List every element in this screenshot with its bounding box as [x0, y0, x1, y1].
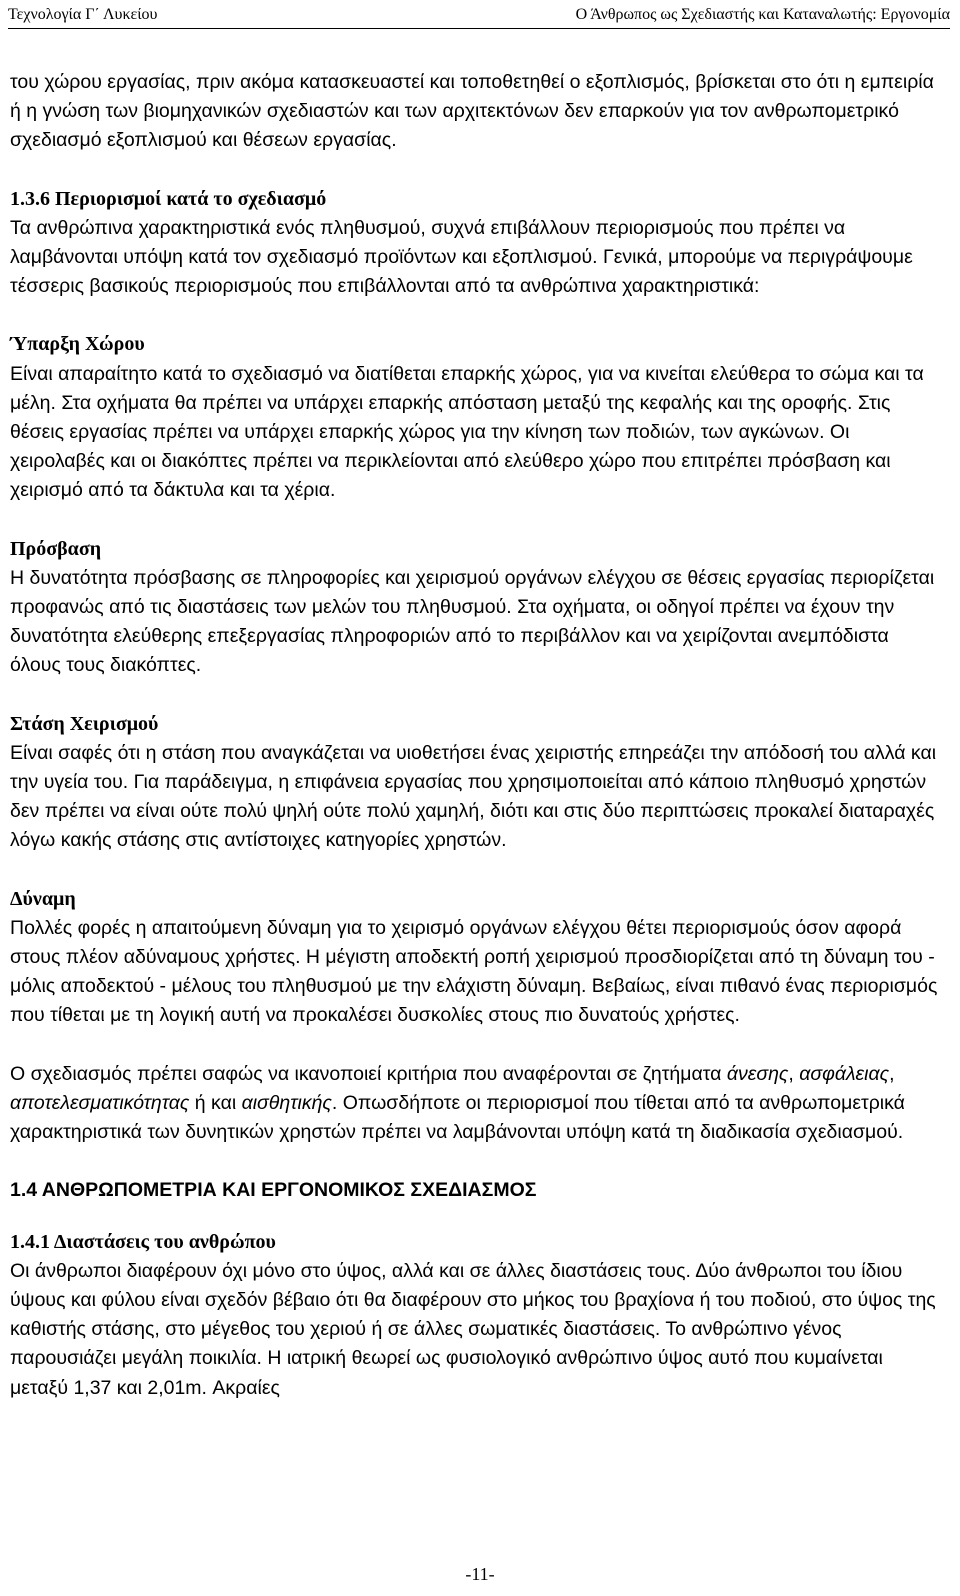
access-text: Η δυνατότητα πρόσβασης σε πληροφορίες και χειρισμού οργάνων ελέγχου σε θέσεις εργασίας περιορίζεται προφανώς από τις διαστάσεις των μελών του πληθυσμού. Στα οχήματα, οι οδηγοί πρέπει να έχουν την δυνατότητα ελεύθερης επεξεργασίας πληροφοριών από το περιβάλλον και να χειρίζονται ανεμπόδιστα όλους τους διακόπτες. — [10, 566, 935, 677]
criteria-text-end: . Οπωσδήποτε οι περιορισμοί που τίθεται από τα ανθρωπομετρικά χαρακτηριστικά των δυνητικών χρηστών πρέπει να λαμβάνονται υπόψη κατά τη διαδικασία σχεδιασμού. — [10, 1091, 905, 1144]
criteria-efficiency: αποτελεσματικότητας — [10, 1091, 190, 1114]
force-text: Πολλές φορές η απαιτούμενη δύναμη για το χειρισμό οργάνων ελέγχου θέτει περιορισμούς όσον αφορά στους πλέον αδύναμους χρήστες. Η μέγιστη αποδεκτή ροπή χειρισμού προσδιορίζεται από τη δύναμη του - μόλις αποδεκτού - μέλους του πληθυσμού με την ελάχιστη δύναμη. Βεβαίως, είναι πιθανό ένας περιορισμός που τίθεται με τη λογική αυτή να προκαλέσει δυσκολίες στους πιο δυνατούς χρήστες. — [10, 916, 938, 1027]
subheading-space: Ύπαρξη Χώρου — [10, 333, 145, 356]
spacer — [10, 681, 940, 710]
criteria-paragraph — [10, 1060, 940, 1148]
criteria-safety: ασφάλειας — [799, 1062, 890, 1085]
criteria-aesthetics: αισθητικής — [241, 1091, 332, 1114]
header-course-title: Τεχνολογία Γ΄ Λυκείου — [8, 6, 158, 23]
spacer — [10, 1031, 940, 1060]
subheading-force: Δύναμη — [10, 887, 76, 910]
page-header — [8, 4, 950, 29]
page-number: -11- — [465, 1564, 495, 1584]
criteria-separator: , — [788, 1062, 800, 1085]
section-heading-1-4-1: 1.4.1 Διαστάσεις του ανθρώπου — [10, 1230, 276, 1253]
spacer — [10, 301, 940, 330]
posture-text: Είναι σαφές ότι η στάση που αναγκάζεται να υιοθετήσει ένας χειριστής επηρεάζει την απόδοσή του αλλά και την υγεία του. Για παράδειγμα, η επιφάνεια εργασίας που χρησιμοποιείται από κάποιο πληθυσμό χρηστών δεν πρέπει να είναι ούτε πολύ ψηλή ούτε πολύ χαμηλή, διότι και στις δύο περιπτώσεις προκαλεί διαταραχές λόγω κακής στάσης στις αντίστοιχες κατηγορίες χρηστών. — [10, 741, 937, 852]
spacer — [10, 156, 940, 185]
spacer — [10, 1147, 940, 1176]
section-heading-1-3-6: 1.3.6 Περιορισμοί κατά το σχεδιασμό — [10, 187, 327, 210]
section-1-4-1-text: Οι άνθρωποι διαφέρουν όχι μόνο στο ύψος, αλλά και σε άλλες διαστάσεις τους. Δύο άνθρωποι του ίδιου ύψους και φύλου είναι σχεδόν βέβαιο ότι θα διαφέρουν στο μήκος του βραχίονα ή του ποδιού, στο ύψος της καθιστής στάσης, στο μέγεθος του χεριού ή σε άλλες σωματικές διαστάσεις. Το ανθρώπινο γένος παρουσιάζει μεγάλη ποικιλία. Η ιατρική θεωρεί ως φυσιολογικό ανθρώπινο ύψος αυτό που κυμαίνεται μεταξύ 1,37 και 2,01m. Ακραίες — [10, 1259, 936, 1399]
section-1-3-6-text: Τα ανθρώπινα χαρακτηριστικά ενός πληθυσμού, συχνά επιβάλλουν περιορισμούς που πρέπει να λαμβάνονται υπόψη κατά τον σχεδιασμό προϊόντων και εξοπλισμού. Γενικά, μπορούμε να περιγράψουμε τέσσερις βασικούς περιορισμούς που επιβάλλονται από τα ανθρώπινα χαρακτηριστικά: — [10, 216, 913, 298]
criteria-comfort: άνεσης — [726, 1062, 789, 1085]
intro-paragraph: του χώρου εργασίας, πριν ακόμα κατασκευαστεί και τοποθετηθεί ο εξοπλισμός, βρίσκεται στο ότι η εμπειρία ή η γνώση των βιομηχανικών σχεδιαστών και των αρχιτεκτόνων δεν επαρκούν για τον ανθρωπομετρικό σχεδιασμό εξοπλισμού και θέσεων εργασίας. — [10, 71, 934, 152]
section-heading-1-4: 1.4 ΑΝΘΡΩΠΟΜΕΤΡΙΑ ΚΑΙ ΕΡΓΟΝΟΜΙΚΟΣ ΣΧΕΔΙΑΣΜΟΣ — [10, 1179, 537, 1202]
page-content — [10, 68, 940, 1403]
space-text: Είναι απαραίτητο κατά το σχεδιασμό να διατίθεται επαρκής χώρος, για να κινείται ελεύθερα το σώμα και τα μέλη. Στα οχήματα θα πρέπει να υπάρχει επαρκής απόσταση μεταξύ της κεφαλής και της οροφής. Στις θέσεις εργασίας πρέπει να υπάρχει επαρκής χώρος για την κίνηση των ποδιών, των αγκώνων. Οι χειρολαβές και οι διακόπτες πρέπει να περικλείονται από ελεύθερο χώρο που επιτρέπει πρόσβαση και χειρισμό από τα δάκτυλα και τα χέρια. — [10, 362, 924, 502]
spacer — [10, 856, 940, 885]
criteria-separator: , — [889, 1062, 895, 1085]
criteria-separator: ή και — [189, 1091, 242, 1114]
subheading-access: Πρόσβαση — [10, 537, 102, 560]
subheading-posture: Στάση Χειρισμού — [10, 712, 159, 735]
criteria-text-start: Ο σχεδιασμός πρέπει σαφώς να ικανοποιεί κριτήρια που αναφέρονται σε ζητήματα — [10, 1062, 727, 1085]
spacer — [10, 506, 940, 535]
spacer — [10, 1206, 940, 1228]
header-chapter-title: Ο Άνθρωπος ως Σχεδιαστής και Καταναλωτής: Εργονομία — [575, 6, 950, 23]
